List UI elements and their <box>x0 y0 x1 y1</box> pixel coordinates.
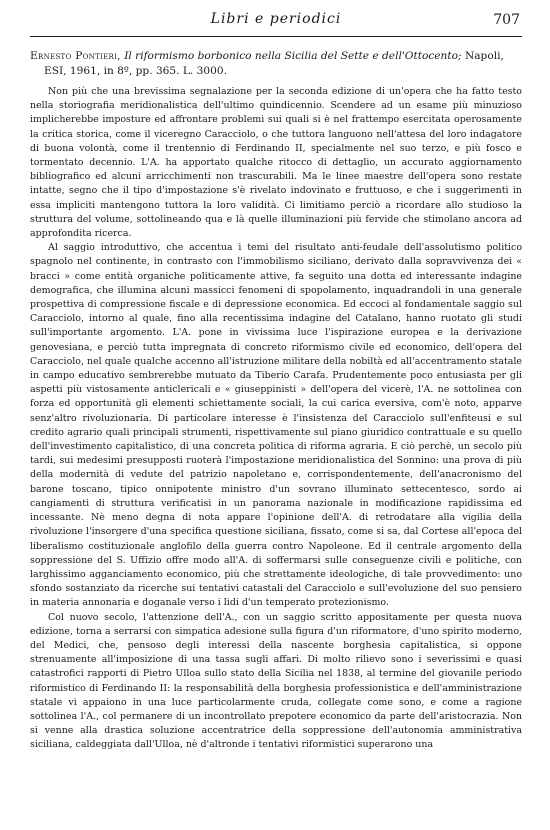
paragraph: Non più che una brevissima segnalazione per la seconda edizione di un'opera che ha fatto testo nella storiografia meridionalistica dell'ultimo quindicennio. Scendere ad un esame più minuzioso implicherebbe imposture ed affrontare problemi sui quali si è nel frattempo esercitata operosamente la critica storica, come il viceregno Caracciolo, o che tuttora languono nell'attesa del loro indagatore di buona volontà, come il trentennio di Ferdinando II, specialmente nel suo terzo, e più fosco e tormentato decennio. L'A. ha apportato qualche ritocco di dettaglio, un accurato aggiornamento bibliografico ed alcuni arricchimenti non trascurabili. Ma le linee maestre dell'opera sono restate intatte, segno che il tipo d'impostazione s'è rivelato indovinato e fruttuoso, e che i suggerimenti in essa impliciti mantengono tuttora la loro validità. Ci limitiamo perciò a ricordare allo studioso la struttura del volume, sottolineando qua e là quelle illuminazioni più fervide che stimolano ancora ad approfondita ricerca. <box>30 86 522 240</box>
running-title: Libri e periodici <box>210 11 342 27</box>
citation-author: Ernesto Pontieri, <box>30 50 121 62</box>
citation-title: Il riformismo borbonico nella Sicilia del Sette e dell'Ottocento; <box>124 50 462 62</box>
page-number: 707 <box>493 12 520 28</box>
review-body <box>30 85 522 753</box>
book-citation <box>30 49 522 78</box>
paragraph: Al saggio introduttivo, che accentua i temi del risultato anti-feudale dell'assolutismo politico spagnolo nel continente, in contrasto con l'immobilismo siciliano, derivato dalla sopravvivenza dei « bracci » come entità organiche politicamente attive, fa seguito una dotta ed interessante indagine demografica, che illumina alcuni massicci fenomeni di spopolamento, inquadrandoli in una generale prospettiva di compressione fiscale e di depressione economica. Ed eccoci al fondamentale saggio sul Caracciolo, intorno al quale, fino alla recentissima indagine del Catalano, hanno ruotato gli studi sull'importante argomento. L'A. pone in vivissima luce l'ispirazione europea e la derivazione genovesiana, e perciò tutta impregnata di concreto riformismo civile ed economico, dell'opera del Caracciolo, nel quale qualche accenno all'istruzione militare della nobiltà ed all'accentramento statale in campo educativo sembrerebbe mutuato da Tiberio Carafa. Prudentemente poco entusiasta per gli aspetti più vistosamente anticlericali e « giuseppinisti » dell'opera del vicerè, l'A. ne sottolinea con forza ed opportunità gli elementi schiettamente sociali, la cui carica eversiva, com'è noto, apparve senz'altro rivoluzionaria. Di particolare interesse è l'insistenza del Caracciolo sull'enfiteusi e sul credito agrario quali principali strumenti, rispettivamente sul piano giuridico contrattuale e su quello dell'investimento capitalistico, di una concreta politica di riforma agraria. E ciò perchè, un secolo più tardi, sui medesimi presupposti ruoterà l'impostazione meridionalistica del Sonnino: una prova di più della modernità di vedute del patrizio napoletano e, corrispondentemente, dell'anacronismo del barone toscano, tipico onnipotente ministro d'un sovrano illuminato settecentesco, sordo ai cangiamenti di struttura verificatisi in un panorama nazionale in modificazione rapidissima ed incessante. Nè meno degna di nota appare l'opinione dell'A. di retrodatare alla vigilia della rivoluzione l'insorgere d'una specifica questione siciliana, fissato, come si sa, dal Cortese all'epoca del liberalismo costituzionale anglofilo della guerra contro Napoleone. Ed il centrale argomento della soppressione del S. Uffizio offre modo all'A. di soffermarsi sulle conseguenze civili e politiche, con larghissimo agganciamento economico, più che strettamente ideologiche, di tale provvedimento: uno sfondo sostanziato da ricerche sui tentativi catastali del Caracciolo e sull'evoluzione del suo pensiero in materia annonaria e doganale verso i lidi d'un temperato protezionismo. <box>30 242 522 609</box>
page-header <box>30 4 522 37</box>
paragraph: Col nuovo secolo, l'attenzione dell'A., con un saggio scritto appositamente per questa nuova edizione, torna a serrarsi con simpatica adesione sulla figura d'un riformatore, d'uno spirito moderno, del Medici, che, pensoso degli interessi della nascente borghesia capitalistica, si oppone strenuamente all'imposizione di una tassa sugli affari. Di molto rilievo sono i severissimi e quasi catastrofici rapporti di Pietro Ulloa sullo stato della Sicilia nel 1838, al termine del giovanile periodo riformistico di Ferdinando II: la responsabilità della borghesia professionistica e dell'amministrazione statale vi appaiono in una luce particolarmente cruda, collegate come sono, e come a ragione sottolinea l'A., col permanere di un incontrollato prepotere economico da parte dell'aristocrazia. Non si venne alla drastica soluzione accentratrice della soppressione dell'autonomia amministrativa siciliana, caldeggiata dall'Ulloa, nè d'altronde i tentativi riformistici superarono una <box>30 611 522 751</box>
citation-place: Napoli, <box>464 50 504 62</box>
citation-details: ESI, 1961, in 8º, pp. 365. L. 3000. <box>44 64 227 77</box>
